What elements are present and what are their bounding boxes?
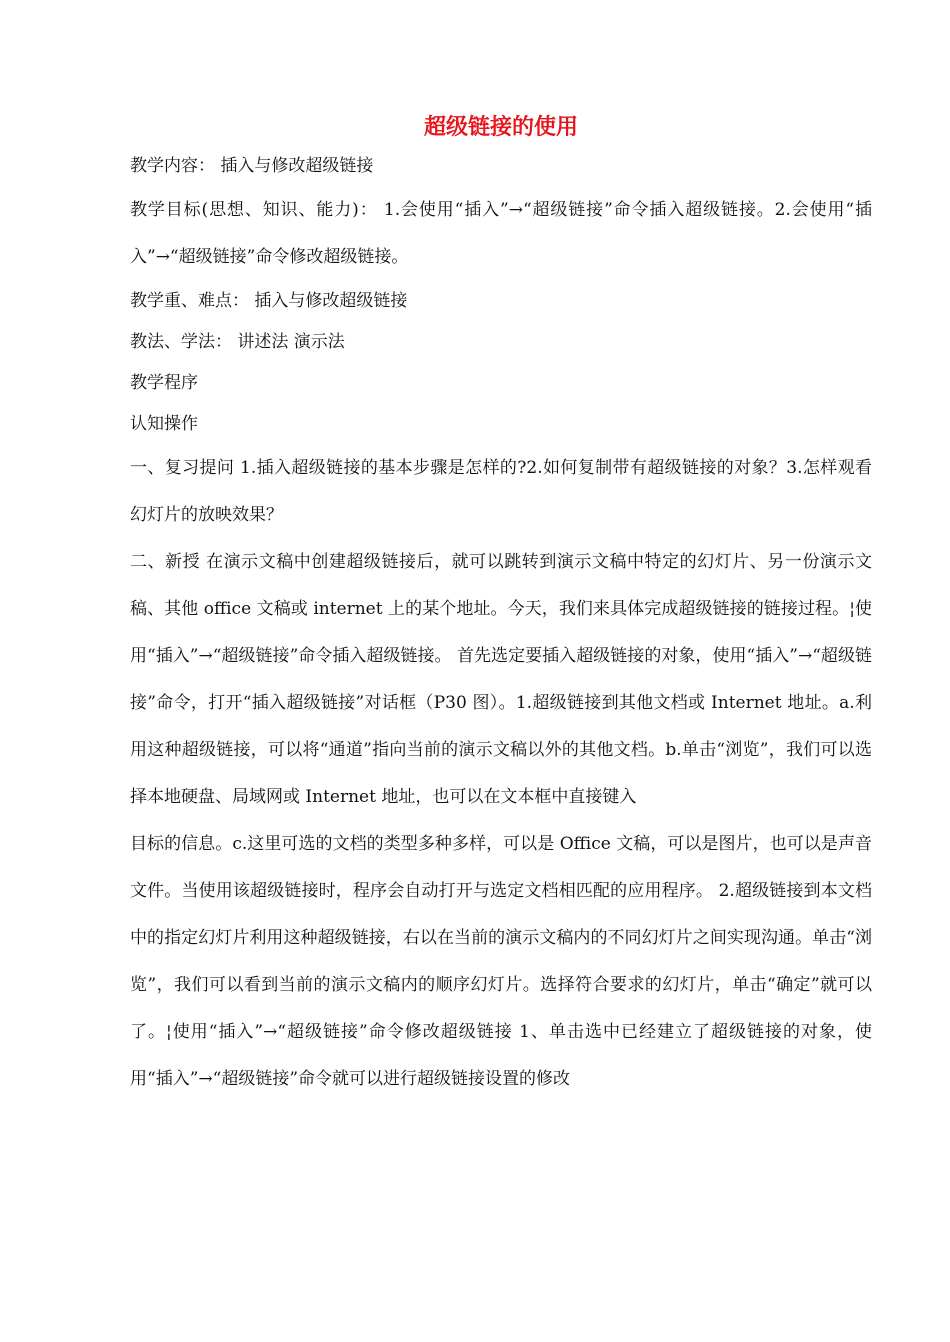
paragraph-cognitive-operation: 认知操作 — [130, 414, 198, 434]
paragraph-teaching-content: 教学内容： 插入与修改超级链接 — [130, 156, 374, 176]
document-title: 超级链接的使用 — [423, 114, 578, 140]
paragraph-new-lesson: 二、新授 在演示文稿中创建超级链接后，就可以跳转到演示文稿中特定的幻灯片、另一份演示文稿、其他 office 文稿或 internet 上的某个地址。今天，我们来具体完成超级链接的链接过程。¦使用“插入”→“超级链接”命令插入超级链接。 首先选定要插入超级链接的对象，使用“插入”→“超级链接”命令，打开“插入超级链接”对话框（P30 图）。1.超级链接到其他文档或 Internet 地址。a.利用这种超级链接，可以将“通道”指向当前的演示文稿以外的其他文档。b.单击“浏览”，我们可以选择本地硬盘、局域网或 Internet 地址，也可以在文本框中直接键入 — [130, 552, 872, 807]
paragraph-key-points: 教学重、难点： 插入与修改超级链接 — [130, 291, 408, 311]
paragraph-new-lesson-continued: 目标的信息。c.这里可选的文档的类型多种多样，可以是 Office 文稿，可以是图片，也可以是声音文件。当使用该超级链接时，程序会自动打开与选定文档相匹配的应用程序。 2.超级链接到本文档中的指定幻灯片利用这种超级链接，右以在当前的演示文稿内的不同幻灯片之间实现沟通。单击“浏览”，我们可以看到当前的演示文稿内的顺序幻灯片。选择符合要求的幻灯片，单击“确定”就可以了。¦使用“插入”→“超级链接”命令修改超级链接 1、单击选中已经建立了超级链接的对象，使用“插入”→“超级链接”命令就可以进行超级链接设置的修改 — [130, 834, 872, 1089]
paragraph-teaching-objectives: 教学目标(思想、知识、能力)： 1.会使用“插入”→“超级链接”命令插入超级链接。2.会使用“插入”→“超级链接”命令修改超级链接。 — [130, 200, 872, 267]
document-page — [130, 112, 872, 1103]
paragraph-teaching-methods: 教法、学法： 讲述法 演示法 — [130, 332, 345, 352]
paragraph-review-questions: 一、复习提问 1.插入超级链接的基本步骤是怎样的?2.如何复制带有超级链接的对象？3.怎样观看幻灯片的放映效果？ — [130, 458, 872, 525]
paragraph-teaching-procedure: 教学程序 — [130, 373, 198, 393]
